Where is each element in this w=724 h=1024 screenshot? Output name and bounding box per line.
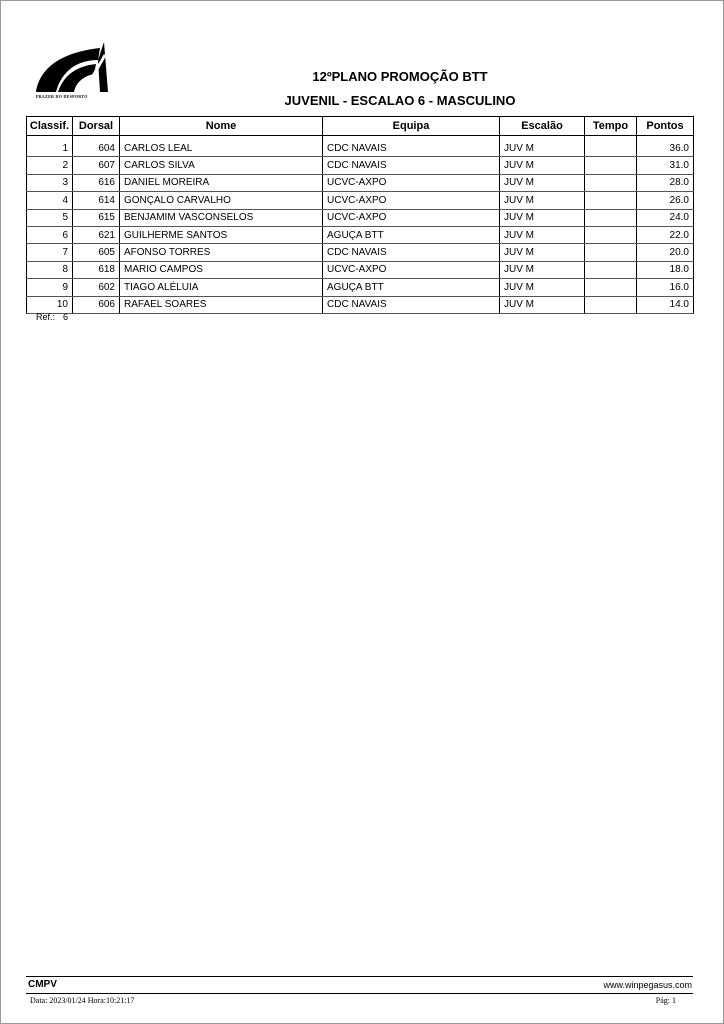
cell-equipa: CDC NAVAIS [323, 140, 500, 157]
cell-dorsal: 602 [73, 279, 120, 296]
cell-escalao: JUV M [500, 244, 585, 261]
cell-dorsal: 614 [73, 192, 120, 209]
footer-datetime: Data: 2023/01/24 Hora:10:21:17 [30, 996, 135, 1005]
results-table [26, 116, 694, 314]
cell-tempo [585, 157, 637, 174]
cell-classif: 10 [27, 296, 73, 313]
cell-classif: 1 [27, 140, 73, 157]
footer-website: www.winpegasus.com [603, 980, 692, 990]
cell-equipa: AGUÇA BTT [323, 279, 500, 296]
table-row [27, 296, 694, 313]
cell-dorsal: 604 [73, 140, 120, 157]
table-row [27, 261, 694, 278]
table-row [27, 279, 694, 296]
cell-classif: 2 [27, 157, 73, 174]
cell-dorsal: 621 [73, 226, 120, 243]
cell-nome: GONÇALO CARVALHO [120, 192, 323, 209]
cell-tempo [585, 261, 637, 278]
table-header-row [27, 117, 694, 136]
cell-classif: 9 [27, 279, 73, 296]
cell-nome: TIAGO ALÉLUIA [120, 279, 323, 296]
table-row [27, 157, 694, 174]
cell-tempo [585, 244, 637, 261]
cell-equipa: CDC NAVAIS [323, 157, 500, 174]
cell-pontos: 24.0 [637, 209, 694, 226]
ref-label: Ref.: [36, 312, 56, 322]
cell-dorsal: 607 [73, 157, 120, 174]
cell-equipa: UCVC-AXPO [323, 174, 500, 191]
cell-tempo [585, 279, 637, 296]
cell-escalao: JUV M [500, 157, 585, 174]
cell-equipa: CDC NAVAIS [323, 296, 500, 313]
cell-pontos: 31.0 [637, 157, 694, 174]
col-header-dorsal: Dorsal [73, 117, 120, 136]
cell-dorsal: 606 [73, 296, 120, 313]
report-title: 12ºPLANO PROMOÇÃO BTT [312, 69, 488, 84]
cell-classif: 8 [27, 261, 73, 278]
table-row [27, 174, 694, 191]
report-subtitle: JUVENIL - ESCALAO 6 - MASCULINO [284, 93, 516, 108]
cell-dorsal: 605 [73, 244, 120, 261]
cell-tempo [585, 192, 637, 209]
cell-escalao: JUV M [500, 279, 585, 296]
cell-classif: 7 [27, 244, 73, 261]
cell-equipa: UCVC-AXPO [323, 192, 500, 209]
cell-equipa: CDC NAVAIS [323, 244, 500, 261]
cell-pontos: 14.0 [637, 296, 694, 313]
cell-pontos: 26.0 [637, 192, 694, 209]
cell-tempo [585, 209, 637, 226]
cell-dorsal: 616 [73, 174, 120, 191]
cell-escalao: JUV M [500, 296, 585, 313]
cell-escalao: JUV M [500, 174, 585, 191]
logo-caption: PRAZER DO DESPORTO [36, 94, 88, 99]
col-header-escalao: Escalão [500, 117, 585, 136]
cell-classif: 4 [27, 192, 73, 209]
cell-tempo [585, 226, 637, 243]
cell-escalao: JUV M [500, 140, 585, 157]
footer-divider-top [26, 976, 693, 977]
col-header-equipa: Equipa [323, 117, 500, 136]
ref-line [36, 312, 68, 322]
cell-nome: RAFAEL SOARES [120, 296, 323, 313]
cell-pontos: 16.0 [637, 279, 694, 296]
cell-pontos: 36.0 [637, 140, 694, 157]
cell-pontos: 28.0 [637, 174, 694, 191]
cell-pontos: 22.0 [637, 226, 694, 243]
cell-tempo [585, 174, 637, 191]
cell-tempo [585, 140, 637, 157]
footer-divider-bottom [26, 993, 693, 994]
cell-dorsal: 618 [73, 261, 120, 278]
col-header-tempo: Tempo [585, 117, 637, 136]
cell-escalao: JUV M [500, 209, 585, 226]
cell-nome: BENJAMIM VASCONSELOS [120, 209, 323, 226]
cell-equipa: UCVC-AXPO [323, 261, 500, 278]
cell-nome: CARLOS SILVA [120, 157, 323, 174]
table-row [27, 140, 694, 157]
table-row [27, 226, 694, 243]
cell-equipa: AGUÇA BTT [323, 226, 500, 243]
cell-escalao: JUV M [500, 226, 585, 243]
cell-classif: 5 [27, 209, 73, 226]
cell-pontos: 20.0 [637, 244, 694, 261]
ref-value: 6 [63, 312, 69, 322]
cell-classif: 3 [27, 174, 73, 191]
cell-tempo [585, 296, 637, 313]
col-header-nome: Nome [120, 117, 323, 136]
footer-page-number: Pág: 1 [655, 996, 676, 1005]
table-row [27, 244, 694, 261]
table-row [27, 209, 694, 226]
cell-pontos: 18.0 [637, 261, 694, 278]
cell-classif: 6 [27, 226, 73, 243]
cell-equipa: UCVC-AXPO [323, 209, 500, 226]
cell-escalao: JUV M [500, 261, 585, 278]
cell-nome: CARLOS LEAL [120, 140, 323, 157]
cell-dorsal: 615 [73, 209, 120, 226]
cell-escalao: JUV M [500, 192, 585, 209]
cell-nome: DANIEL MOREIRA [120, 174, 323, 191]
table-row [27, 192, 694, 209]
cell-nome: MARIO CAMPOS [120, 261, 323, 278]
cell-nome: GUILHERME SANTOS [120, 226, 323, 243]
cell-nome: AFONSO TORRES [120, 244, 323, 261]
col-header-pontos: Pontos [637, 117, 694, 136]
footer-organization: CMPV [28, 979, 57, 990]
col-header-classif: Classif. [27, 117, 73, 136]
